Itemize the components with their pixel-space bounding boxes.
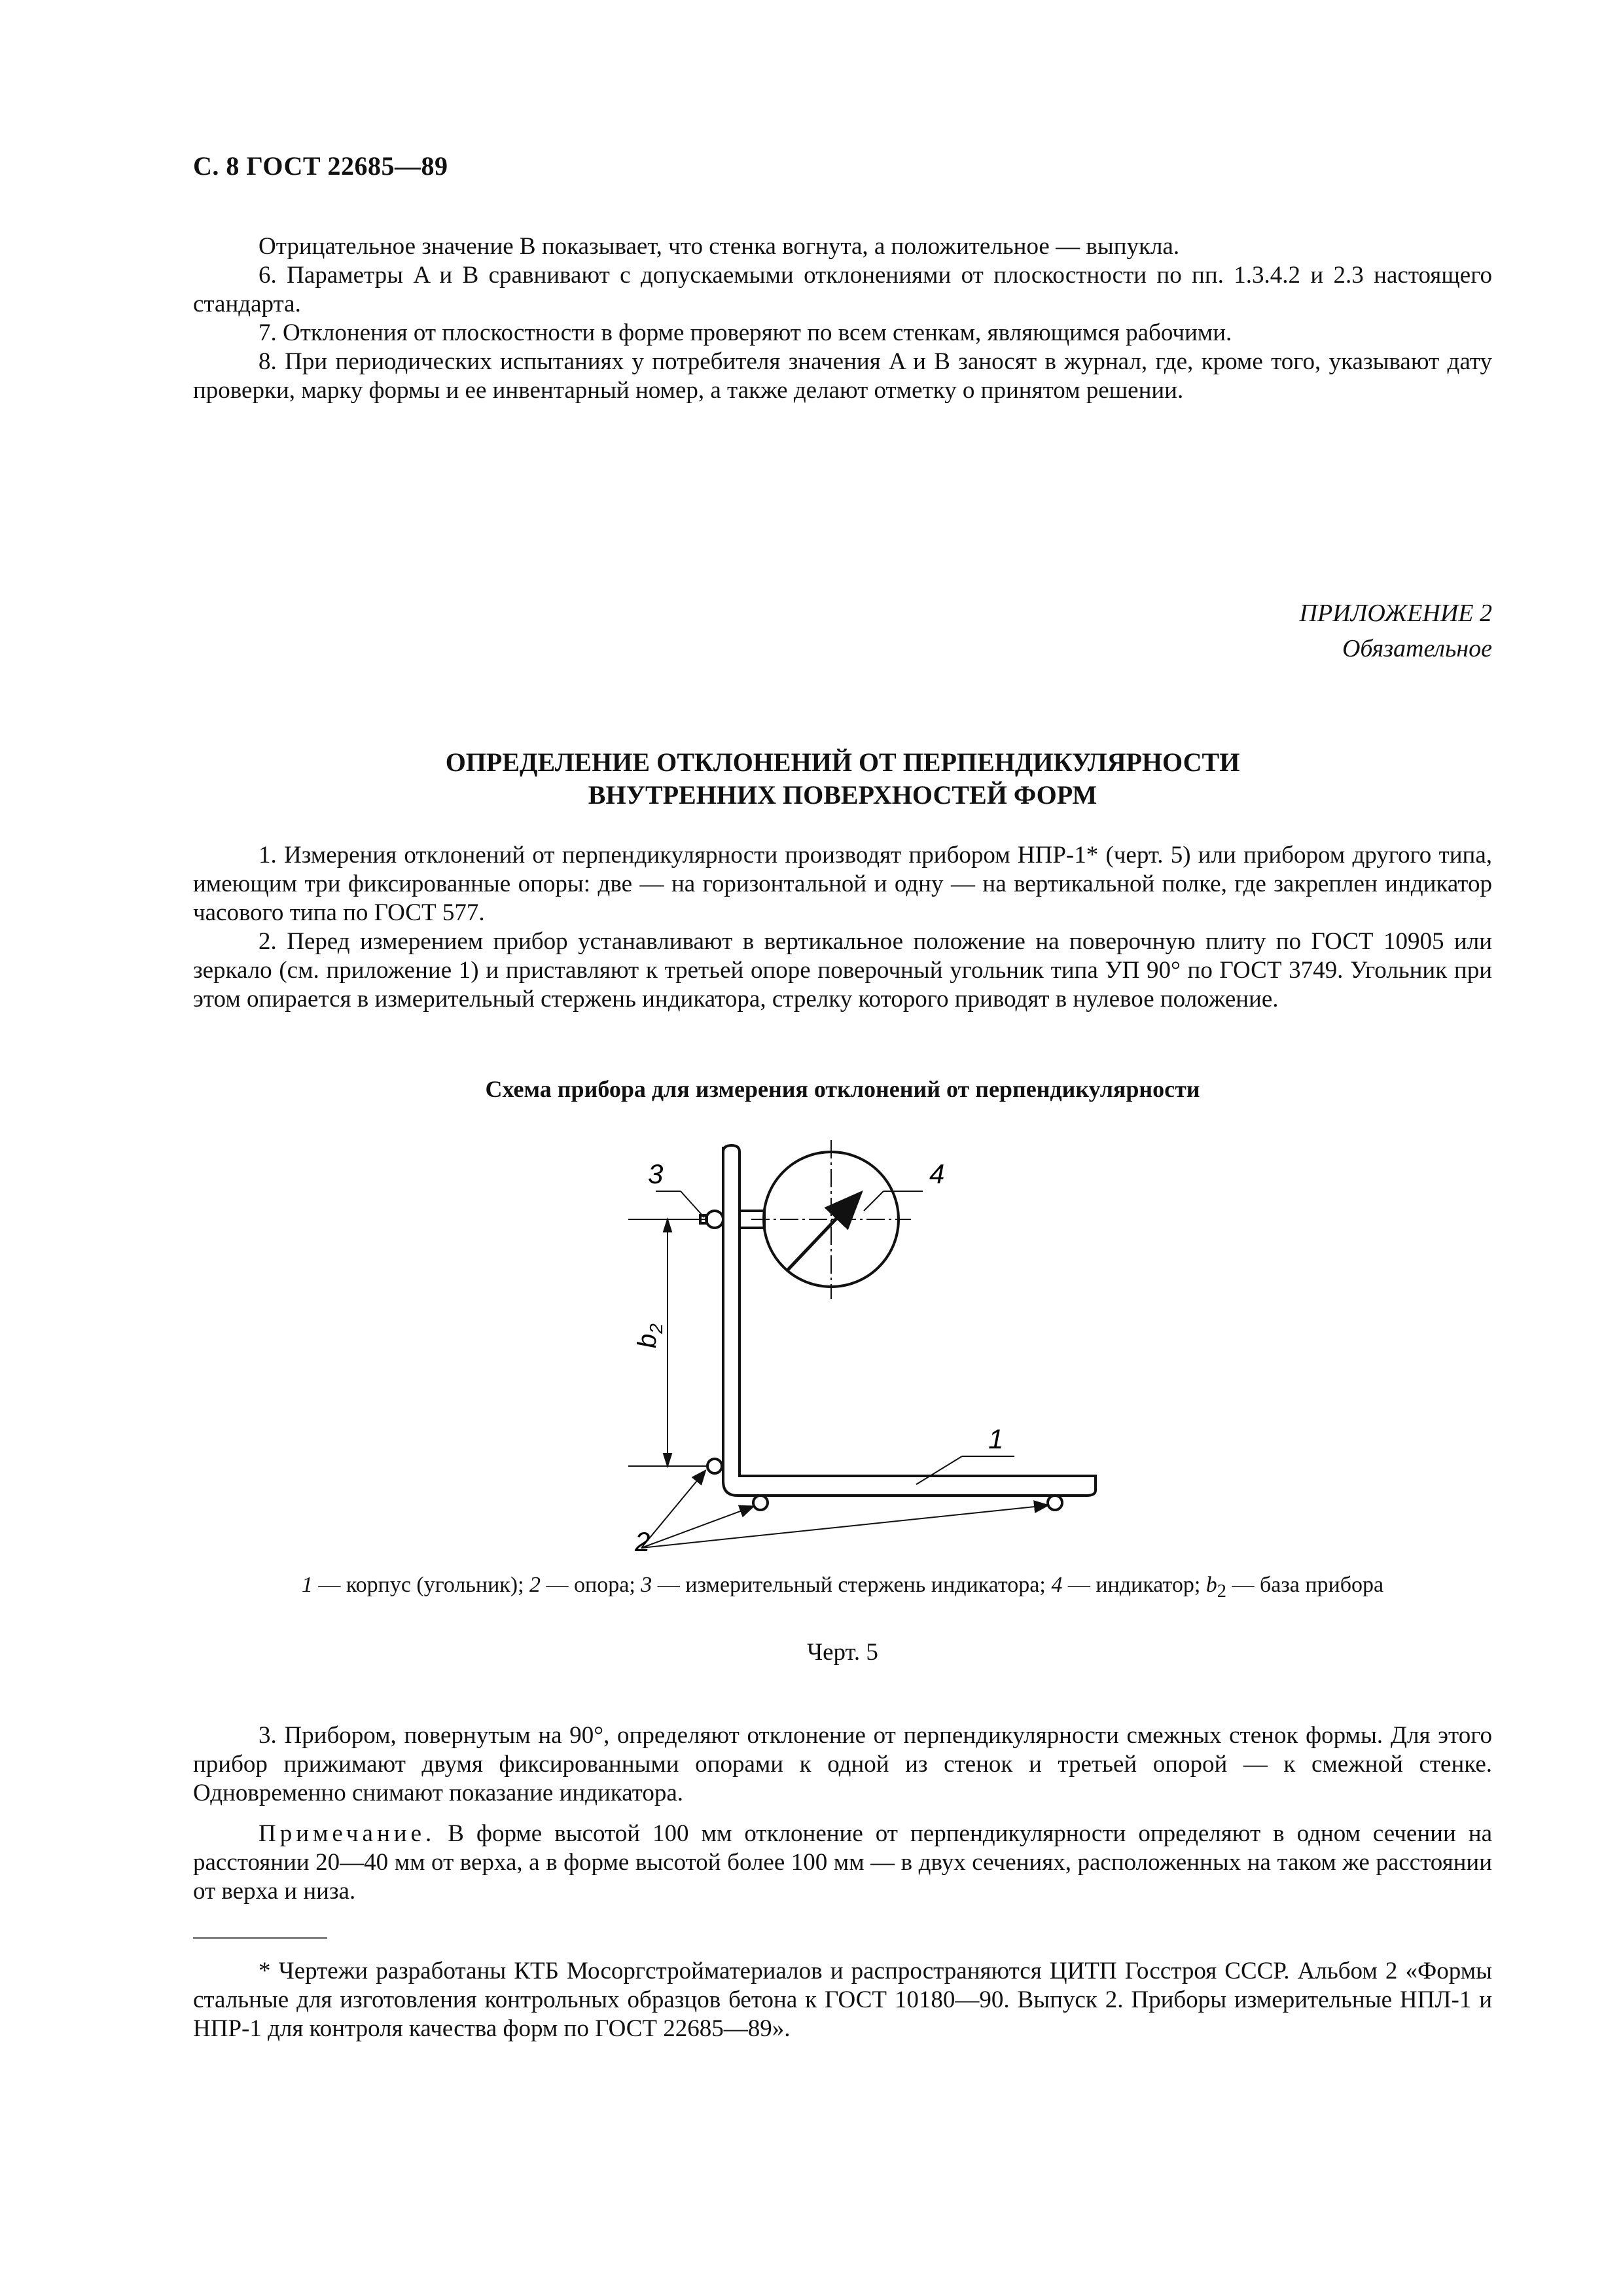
bottom-section [193, 1721, 1492, 1906]
section-title [193, 746, 1492, 812]
paragraph-1: 1. Измерения отклонений от перпендикулярности производят прибором НПР-1* (черт. 5) или прибором другого типа, имеющим три фиксированные опоры: две — на горизонтальной и одну — на вертикальной полке, где закреплен индикатор часового типа по ГОСТ 577. [193, 842, 1492, 926]
support-right [1048, 1496, 1062, 1510]
label-2: 2 [635, 1526, 651, 1557]
section-title-line-1: ОПРЕДЕЛЕНИЕ ОТКЛОНЕНИЙ ОТ ПЕРПЕНДИКУЛЯРНОСТИ [445, 747, 1240, 777]
label-1: 1 [988, 1424, 1004, 1454]
support-vertical [707, 1459, 722, 1473]
leader-3-diag [681, 1191, 704, 1217]
square-vertical-arm [723, 1145, 1096, 1496]
footnote [193, 1957, 1492, 2043]
measuring-rod-tip [706, 1211, 723, 1228]
note-label: Примечание. [259, 1820, 436, 1847]
appendix-status: Обязательное [1342, 635, 1492, 662]
paragraph-8: 8. При периодических испытаниях у потребителя значения A и B заносят в журнал, где, кроме того, указывают дату проверки, марку формы и ее инвентарный номер, а также делают отметку о принятом решении. [193, 348, 1492, 404]
dial-pointer-arrow [787, 1195, 859, 1271]
top-section [193, 232, 1492, 405]
figure-caption: Черт. 5 [807, 1639, 878, 1666]
support-left [753, 1496, 768, 1510]
page-header: С. 8 ГОСТ 22685—89 [193, 151, 448, 181]
instrument-diagram [615, 1126, 1113, 1558]
paragraph-2: 2. Перед измерением прибор устанавливают в вертикальное положение на поверочную плиту по ГОСТ 10905 или зеркало (см. приложение 1) и приставляют к третьей опоре поверочный угольник типа УП 90° по ГОСТ 3749. Угольник при этом опирается в измерительный стержень индикатора, стрелку которого приводят в нулевое положение. [193, 928, 1492, 1013]
paragraph-7: 7. Отклонения от плоскостности в форме проверяют по всем стенкам, являющимся рабочими. [259, 319, 1232, 346]
label-3: 3 [648, 1158, 664, 1189]
leader-1-diag [916, 1456, 962, 1484]
section-body [193, 841, 1492, 1014]
appendix-number: ПРИЛОЖЕНИЕ 2 [1299, 600, 1492, 627]
paragraph-6: 6. Параметры A и B сравнивают с допускаемыми отклонениями от плоскостности по пп. 1.3.4.2 и 2.3 настоящего стандарта. [193, 262, 1492, 317]
note-text: В форме высотой 100 мм отклонение от перпендикулярности определяют в одном сечении на расстоянии 20—40 мм от верха, а в форме высотой более 100 мм — в двух сечениях, расположенных на таком же расстоянии от верха и низа. [193, 1820, 1492, 1905]
note-paragraph [193, 1820, 1492, 1906]
paragraph-3: 3. Прибором, повернутым на 90°, определяют отклонение от перпендикулярности смежных стенок формы. Для этого прибор прижимают двумя фиксированными опорами к одной из стенок и третьей опорой — к смежной стенке. Одновременно снимают показание индикатора. [193, 1722, 1492, 1806]
footnote-text: * Чертежи разработаны КТБ Мосоргстройматериалов и распространяются ЦИТП Госстроя СССР. Альбом 2 «Формы стальные для изготовления контрольных образцов бетона к ГОСТ 10180—90. Выпуск 2. Приборы измерительные НПЛ-1 и НПР-1 для контроля качества форм по ГОСТ 22685—89». [193, 1958, 1492, 2042]
leader-4-diag [864, 1191, 883, 1211]
footnote-rule [193, 1937, 327, 1939]
figure-title: Схема прибора для измерения отклонений от перпендикулярности [485, 1076, 1200, 1102]
label-4: 4 [929, 1158, 945, 1189]
dimension-b2-label: $b_2$ [633, 1323, 666, 1348]
section-title-line-2: ВНУТРЕННИХ ПОВЕРХНОСТЕЙ ФОРМ [588, 780, 1097, 810]
appendix-label-block [1300, 596, 1492, 666]
figure-legend: 1 — корпус (угольник); 2 — опора; 3 — измерительный стержень индикатора; 4 — индикатор; $b_2$ — база прибора [301, 1573, 1384, 1602]
paragraph-negative-value: Отрицательное значение B показывает, что стенка вогнута, а положительное — выпукла. [259, 233, 1180, 260]
leader-2-c [641, 1505, 1047, 1548]
